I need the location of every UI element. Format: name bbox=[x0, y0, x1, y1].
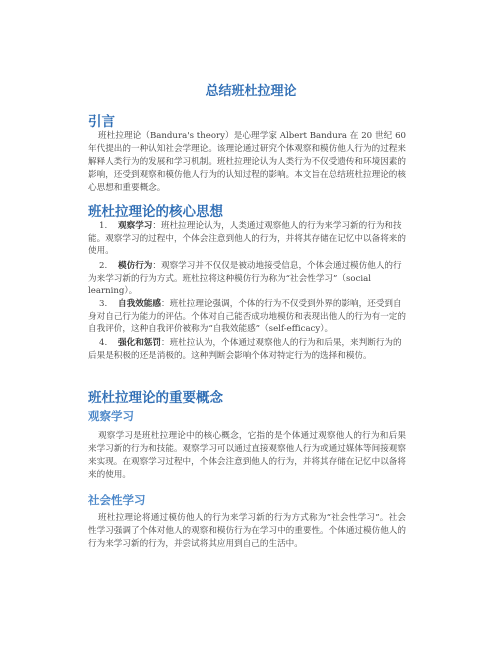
item-number: 4. bbox=[99, 338, 108, 348]
core-item-3 bbox=[88, 298, 410, 336]
item-term: 自我效能感 bbox=[118, 299, 161, 309]
core-item-4 bbox=[88, 337, 410, 362]
item-term: 模仿行为 bbox=[118, 261, 153, 271]
item-number: 3. bbox=[99, 299, 108, 309]
item-number: 1. bbox=[99, 221, 108, 231]
section-heading-concepts: 班杜拉理论的重要概念 bbox=[88, 390, 223, 406]
item-text: ：班杜拉认为，个体通过观察他人的行为和后果，来判断行为的后果是积极的还是消极的。这种判断会影响个体对特定行为的选择和模仿。 bbox=[88, 338, 402, 361]
section-heading-core: 班杜拉理论的核心思想 bbox=[88, 204, 223, 220]
document-title: 总结班杜拉理论 bbox=[205, 84, 297, 99]
core-item-1 bbox=[88, 220, 410, 258]
section-heading-intro: 引言 bbox=[88, 114, 115, 130]
item-text: ：班杜拉理论认为，人类通过观察他人的行为来学习新的行为和技能。观察学习的过程中，个体会注意到他人的行为，并将其存储在记忆中以备将来的使用。 bbox=[88, 221, 406, 256]
observation-paragraph: 观察学习是班杜拉理论中的核心概念，它指的是个体通过观察他人的行为和后果来学习新的行为和技能。观察学习可以通过直接观察他人行为或通过媒体等间接观察来实现。在观察学习过程中，个体会注意到他人的行为，并将其存储在记忆中以备将来的使用。 bbox=[88, 431, 406, 480]
subheading-social: 社会性学习 bbox=[88, 493, 146, 507]
core-item-2 bbox=[88, 260, 410, 298]
intro-paragraph: 班杜拉理论（Bandura's theory）是心理学家 Albert Bandura 在 20 世纪 60 年代提出的一种认知社会学理论。该理论通过研究个体观察和模仿他人行为的过程来解释人类行为的发展和学习机制。班杜拉理论认为人类行为不仅受遗传和环境因素的影响，还受到观察和模仿他人行为的认知过程的影响。本文旨在总结班杜拉理论的核心思想和重要概念。 bbox=[88, 131, 406, 193]
item-term: 强化和惩罚 bbox=[118, 338, 161, 348]
item-number: 2. bbox=[99, 261, 108, 271]
social-paragraph: 班杜拉理论将通过模仿他人的行为来学习新的行为方式称为“社会性学习”。社会性学习强调了个体对他人的观察和模仿行为在学习中的重要性。个体通过模仿他人的行为来学习新的行为，并尝试将其应用到自己的生活中。 bbox=[88, 513, 406, 549]
subheading-observation: 观察学习 bbox=[88, 409, 134, 423]
item-text: ：班杜拉理论强调，个体的行为不仅受到外界的影响，还受到自身对自己行为能力的评估。个体对自己能否成功地模仿和表现出他人的行为有一定的自我评价，这种自我评价被称为“自我效能感”（self-efficacy）。 bbox=[88, 299, 406, 334]
item-term: 观察学习 bbox=[118, 221, 153, 231]
item-text: ：观察学习并不仅仅是被动地接受信息，个体会通过模仿他人的行为来学习新的行为方式。班杜拉将这种模仿行为称为“社会性学习”（social learning）。 bbox=[88, 261, 402, 296]
